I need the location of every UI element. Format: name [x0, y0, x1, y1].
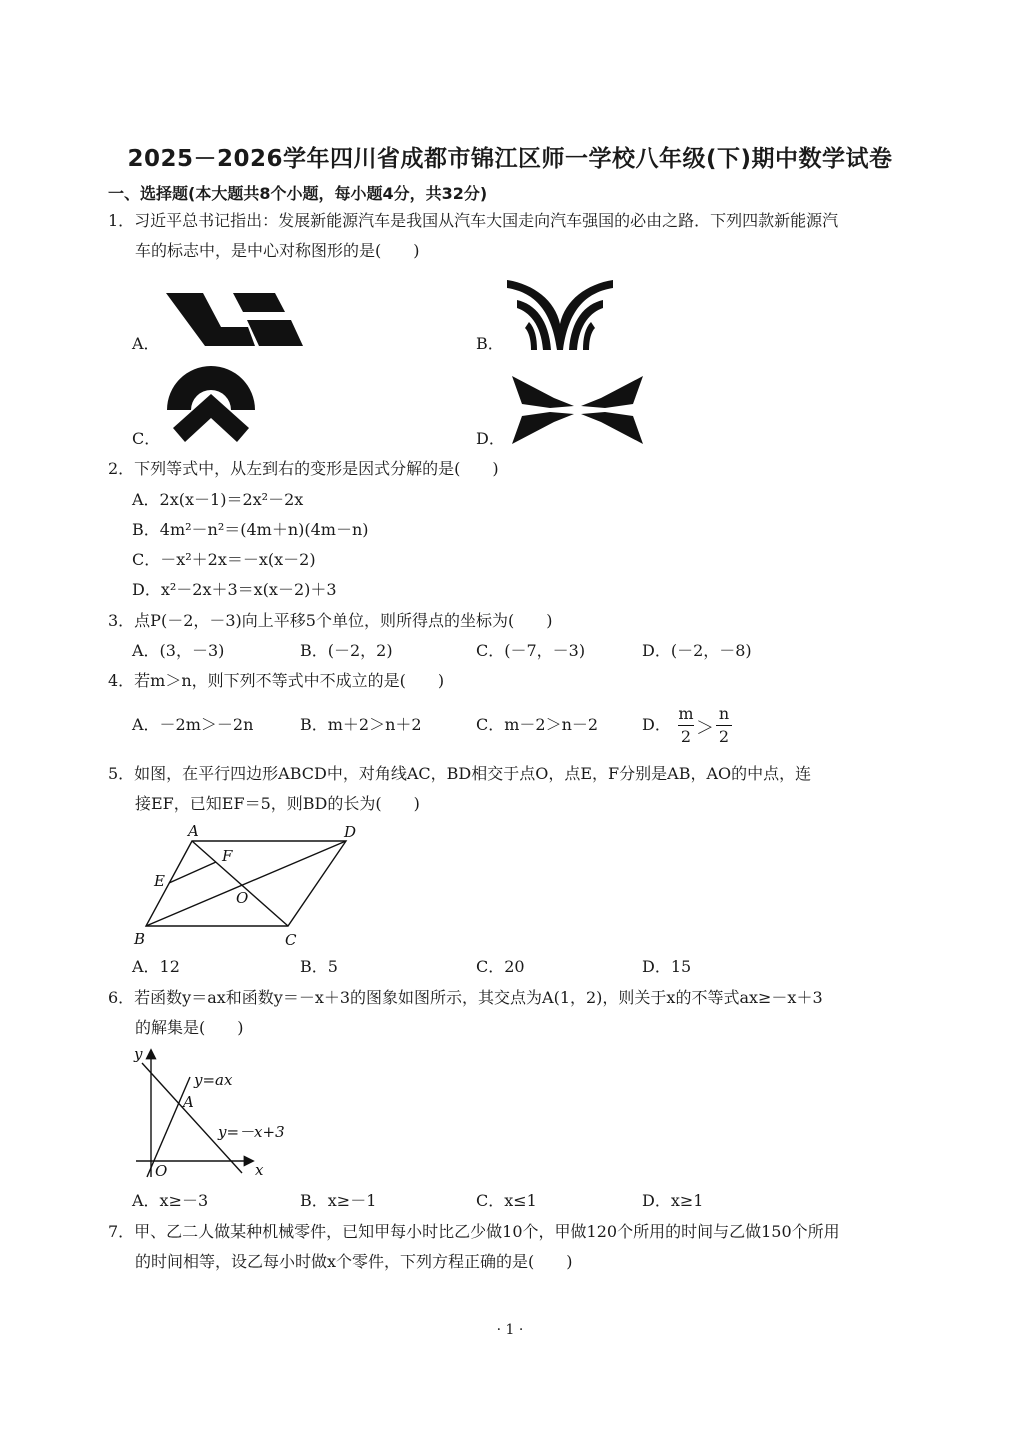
q1-label-b: B．: [476, 334, 504, 353]
q1-label-c: C．: [132, 429, 161, 448]
frac-num-1: m: [678, 704, 694, 723]
parallelogram-figure: [130, 820, 370, 952]
label-a: A: [188, 822, 199, 840]
q5-option-b: B．5: [300, 957, 338, 976]
logo-d-icon: [510, 374, 645, 446]
q7-line2: 的时间相等，设乙每小时做x个零件，下列方程正确的是( ): [135, 1252, 573, 1271]
label-f: F: [222, 847, 233, 865]
q4-fraction: [676, 704, 736, 748]
q4-option-d: D．: [642, 715, 671, 734]
q6-option-a: A．x≥－3: [132, 1191, 209, 1210]
segment-ef: [169, 862, 216, 883]
frac-num-2: n: [718, 704, 730, 723]
q6-option-d: D．x≥1: [642, 1191, 704, 1210]
q5-line2: 接EF，已知EF＝5，则BD的长为( ): [135, 794, 420, 813]
q5-option-c: C．20: [476, 957, 525, 976]
label-y: y: [134, 1045, 143, 1063]
q6-option-b: B．x≥－1: [300, 1191, 377, 1210]
q2-option-c: C．－x²＋2x＝－x(x－2): [132, 550, 316, 569]
frac-op: ＞: [696, 718, 714, 739]
label-line-ax: y=ax: [194, 1071, 233, 1089]
label-e: E: [154, 872, 165, 890]
q5-option-a: A．12: [132, 957, 180, 976]
label-o: O: [236, 889, 249, 907]
q5-line1: 5．如图，在平行四边形ABCD中，对角线AC，BD相交于点O，点E，F分别是AB，AO的中点，连: [108, 764, 812, 783]
label-line-neg-x-3: y=－x+3: [218, 1123, 285, 1141]
frac-bar-1: [678, 725, 694, 726]
frac-bar-2: [716, 725, 732, 726]
label-d: D: [344, 823, 357, 841]
q2-stem: 2．下列等式中，从左到右的变形是因式分解的是( ): [108, 459, 499, 478]
label-b: B: [134, 930, 146, 948]
q7-line1: 7．甲、乙二人做某种机械零件，已知甲每小时比乙少做10个，甲做120个所用的时间与乙做150个所用: [108, 1222, 840, 1241]
label-origin: O: [155, 1162, 168, 1180]
q3-stem: 3．点P(－2，－3)向上平移5个单位，则所得点的坐标为( ): [108, 611, 553, 630]
q1-label-d: D．: [476, 429, 505, 448]
section-heading: 一、选择题(本大题共8个小题，每小题4分，共32分): [108, 184, 488, 203]
page-number: · 1 ·: [496, 1322, 524, 1338]
q4-option-c: C．m－2＞n－2: [476, 715, 599, 734]
q2-option-b: B．4m²－n²＝(4m＋n)(4m－n): [132, 520, 369, 539]
q5-option-d: D．15: [642, 957, 692, 976]
diagonal-bd: [146, 841, 346, 926]
frac-den-1: 2: [680, 727, 692, 746]
q3-option-d: D．(－2，－8): [642, 641, 752, 660]
q4-option-a: A．－2m＞－2n: [132, 715, 254, 734]
q6-line1: 6．若函数y＝ax和函数y＝－x＋3的图象如图所示，其交点为A(1，2)，则关于x的不等式ax≥－x＋3: [108, 988, 823, 1007]
function-graph-figure: [128, 1043, 308, 1183]
q4-stem: 4．若m＞n，则下列不等式中不成立的是( ): [108, 671, 445, 690]
q4-option-b: B．m＋2＞n＋2: [300, 715, 422, 734]
label-c: C: [285, 931, 297, 949]
q1-line1: 1．习近平总书记指出：发展新能源汽车是我国从汽车大国走向汽车强国的必由之路．下列四款新能源汽: [108, 211, 839, 230]
page-title: 2025－2026学年四川省成都市锦江区师一学校八年级(下)期中数学试卷: [127, 146, 893, 172]
q3-option-b: B．(－2，2): [300, 641, 393, 660]
q6-option-c: C．x≤1: [476, 1191, 537, 1210]
q2-option-a: A．2x(x－1)＝2x²－2x: [132, 490, 304, 509]
q3-option-c: C．(－7，－3): [476, 641, 586, 660]
label-point-a: A: [183, 1093, 194, 1111]
logo-b-icon: [505, 270, 615, 352]
label-x: x: [255, 1161, 264, 1179]
q3-option-a: A．(3，－3): [132, 641, 225, 660]
q1-line2: 车的标志中，是中心对称图形的是( ): [135, 241, 420, 260]
logo-a-icon: [163, 290, 308, 350]
logo-c-icon: [165, 364, 257, 446]
diagonal-ac: [192, 841, 288, 926]
frac-den-2: 2: [718, 727, 730, 746]
q2-option-d: D．x²－2x＋3＝x(x－2)＋3: [132, 580, 337, 599]
q1-label-a: A．: [132, 334, 160, 353]
q6-line2: 的解集是( ): [135, 1018, 244, 1037]
